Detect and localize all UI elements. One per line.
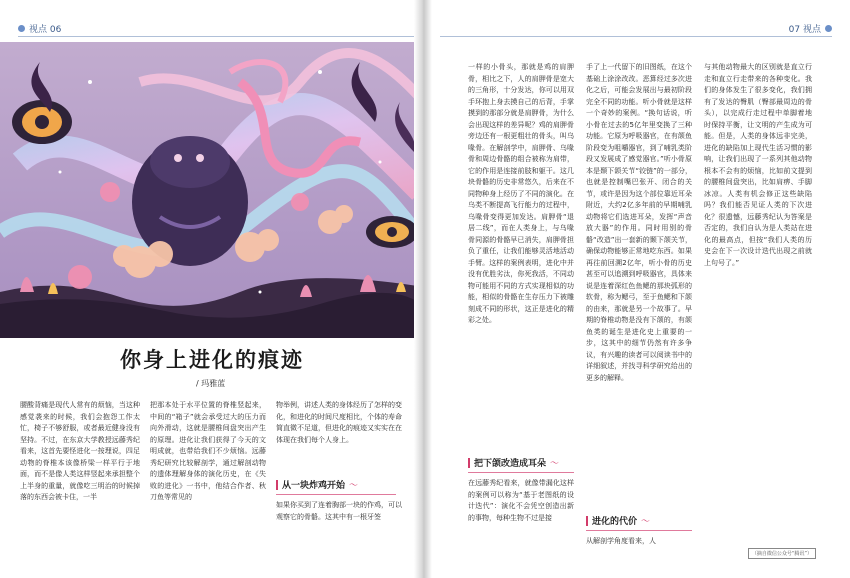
squiggle-icon: 〜 xyxy=(550,459,560,469)
subhead-1 xyxy=(276,478,408,491)
left-column-3: 物举例，讲述人类的身体经历了怎样的变化，和进化的时间尺度相比，个体的寿命简直微不足道，但进化的痕迹又实实在在体现在我们每个人身上。 xyxy=(276,401,402,444)
left-column-3-cont: 如果你买到了连着胸部一块的作鸡，可以观察它的骨骼。这其中有一根牙签 xyxy=(276,501,402,521)
left-folio-text: 视点 06 xyxy=(29,25,62,35)
page-gutter xyxy=(414,0,432,578)
right-folio-text: 07 视点 xyxy=(788,25,821,35)
article-illustration xyxy=(0,42,424,338)
magazine-logo-icon xyxy=(825,25,832,32)
subhead-1-rule xyxy=(276,494,396,495)
right-column-3: 与其他动物最大的区别就是直立行走和直立行走带来的各种变化。我们的身体发生了很多变化，我们拥有了发达的臀肌（臀部最周边的骨头），以完成行走过程中单脚着地时保持平衡，让文明的产生成为可能。但是，人类的身体远非完美，进化的缺陷加上现代生活习惯的影响，让我们出现了一系列其他动物根本不会有的烦恼，比如前文提到的腰椎间盘突出，比如肩痹、手脚冰凉。人类有机会修正这些缺陷吗？我们能否见证人类的下次进化？很遗憾，远藤秀纪认为答案是否定的，我们自认为是人类站在进化的最高点，但按“我们人类的历史会在下一次设计迭代出现之前就上句号了。” xyxy=(704,63,812,267)
subhead-3-rule xyxy=(586,530,692,531)
left-column-1: 腰酸背痛是现代人常有的烦恼，当这种感觉袭来的时候，我们会抱怨工作太忙，椅子不够舒服，或者最近健身没有坚持。不过，在东京大学教授远藤秀纪看来，这首先要怪进化一按理说，四足动物的脊椎本该像桥梁一样平行于地面，而不是像人类这样竖起来承担整个上半身的重量，就像吃三明治的时候掉落的东西会被卡住，一半 xyxy=(20,401,140,501)
surreal-illustration-image xyxy=(0,42,424,338)
subhead-1-text: 从一块炸鸡开始 xyxy=(282,481,346,491)
left-column-2: 把那本处于水平位置的脊椎竖起来，中间的“箱子”就会承受过大的压力而向外滑动，这就是腰椎间盘突出产生的原理。进化让我们获得了今天的文明成就，也带给我们不少烦恼。远藤秀纪研究比较解剖学，通过解剖动物的遗体理解身体的演化历史，在《失败的进化》一书中，他结合作者、秋刀鱼等常见的 xyxy=(150,401,266,501)
subhead-accent-bar xyxy=(468,458,470,468)
subhead-3 xyxy=(586,514,702,527)
right-folio xyxy=(789,22,832,35)
article-title: 你身上进化的痕迹 xyxy=(120,347,304,372)
right-column-1-tail: 在远藤秀纪看来，就像带漏化这样的案例可以称为“基于老图纸的设计迭代”：演化不会凭空创造出新的事物，每种生物不过是接 xyxy=(468,479,574,522)
left-header-rule xyxy=(18,36,414,37)
article-author: / 玛雅蓝 xyxy=(196,379,226,388)
squiggle-icon: 〜 xyxy=(349,481,359,491)
right-column-1: 一样的小骨头，那就是鸡的肩胛骨，相比之下，人的肩胛骨是宽大的三角形，十分发达，你可以用双手环抱上身去摸自己的后背，手掌摸到的那部分就是肩胛骨，为什么会出现这样的差异呢？鸡的肩胛骨旁边还有一根更粗壮的骨头，叫乌喙骨。在解剖学中，肩胛骨、乌喙骨和周边骨骼的组合被称为肩带，它的作用是连接前肢和躯干。这几块骨骼的历史非常悠久，后来在不同物种身上经历了不同的演化。在乌类不断提高飞行能力的过程中，乌喙骨变得更加发达。肩胛骨“退居二线”，而在人类身上，与乌喙骨同源的骨骼早已消失，肩胛骨担负了重任，让我们能够灵活地活动手臂。这样的案例表明，进化中并没有优胜劣汰，你死我活，不同动物可能用不同的方式实现相似的功能，相似的骨骼在生存压力下被雕刻成不同的形状，这正是进化的精彩之处。 xyxy=(468,63,574,324)
magazine-logo-icon xyxy=(18,25,25,32)
subhead-2-text: 把下颌改造成耳朵 xyxy=(474,459,547,469)
right-header-rule xyxy=(440,36,832,37)
squiggle-icon: 〜 xyxy=(641,517,651,527)
subhead-2 xyxy=(468,456,584,469)
left-folio xyxy=(18,22,61,35)
subhead-accent-bar xyxy=(276,480,278,490)
subhead-3-text: 进化的代价 xyxy=(592,517,638,527)
right-column-2: 手了上一代留下的旧图纸，在这个基础上涂涂改改。恶算经过多次进化之后，可能会发展出与最初阶段完全不同的功能。听小骨就是这样一个奇妙的案例。“换句话说，听小骨在过去的5亿年里变换了三种功能。它原为呼吸器官，在有颌鱼阶段变为咀嚼器官，到了哺乳类阶段又发展成了感觉器官。”听小骨原本是颞下颌关节“铰链”的一部分，也就是控制嘴巴张开、闭合的关节，或许是因为这个部位靠近耳朵附近，大约2亿多年前的早期哺乳动物将它们选进耳朵，发挥“声音放大器”的作用。同时用别的骨骼“改造”出一套新的颞下颌关节，确保动物能够正常地吃东西。如果再往前回溯2亿年，听小骨的历史甚至可以追溯到呼吸器官，具体来说是连着深红色鱼鳃的那块弧形的软骨，称为鳃弓，至于鱼鳃和下颌的由来，那就是另一个故事了。早期的脊椎动物是没有下颌的，有颌鱼类的诞生是进化史上重要的一步，这其中的细节仍然有许多争议，有兴趣的读者可以阅读书中的详细叙述，并找寻科学研究给出的更多的解释。 xyxy=(586,63,692,382)
right-column-2-tail: 从解剖学角度看来，人 xyxy=(586,537,656,545)
subhead-2-rule xyxy=(468,472,574,473)
subhead-accent-bar xyxy=(586,516,588,526)
source-credit: （摘自微信公众号“腾讯”） xyxy=(748,548,816,559)
